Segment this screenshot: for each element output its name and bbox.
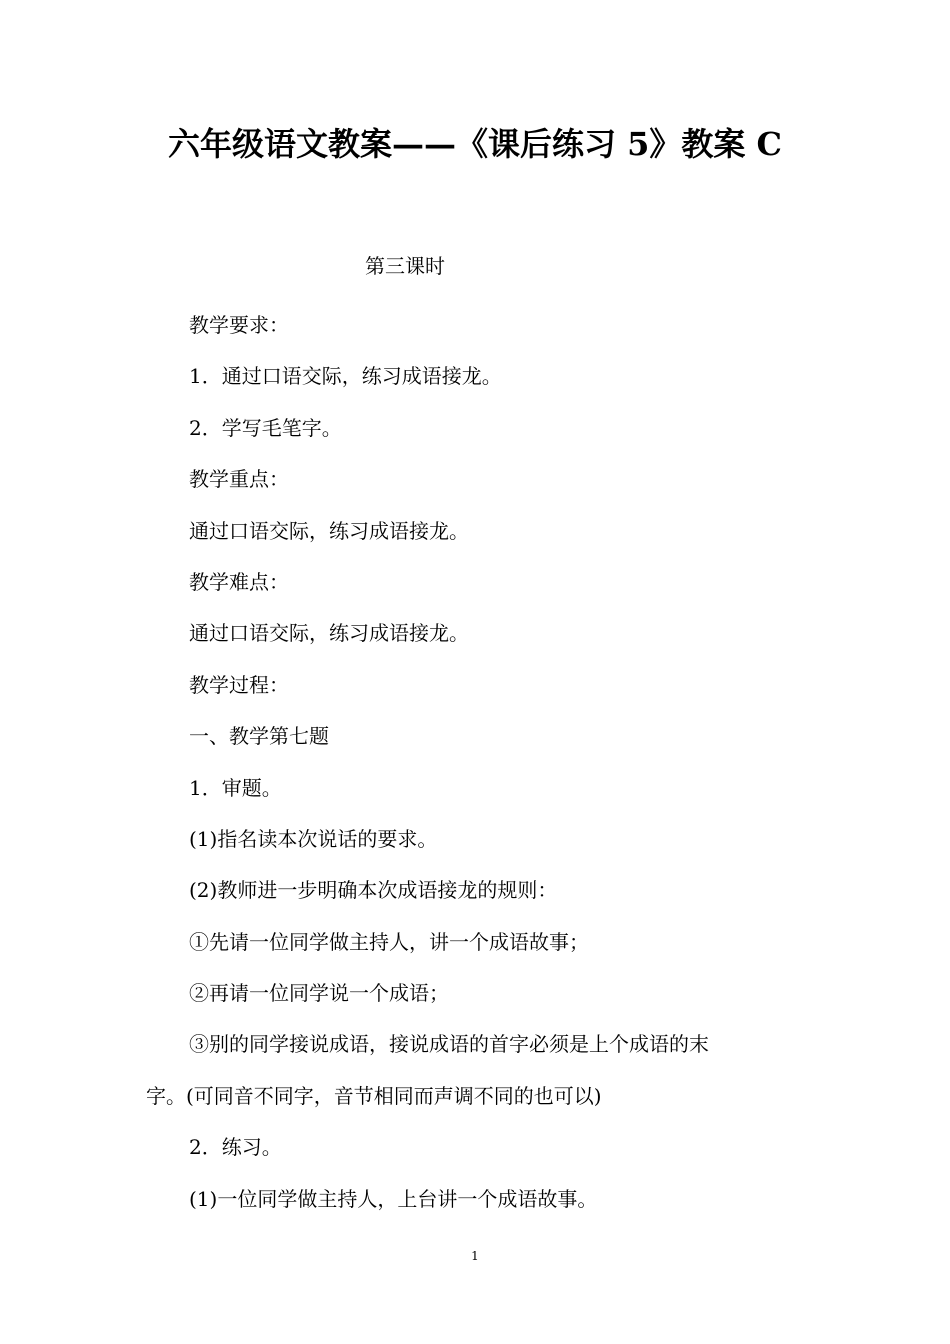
- rule-item: ③别的同学接说成语，接说成语的首字必须是上个成语的末: [189, 1032, 709, 1057]
- section-heading-requirements: 教学要求：: [189, 313, 289, 337]
- requirement-item: 1．通过口语交际，练习成语接龙。: [189, 364, 502, 389]
- process-step: 1．审题。: [189, 775, 282, 800]
- rule-item-continuation: 字。(可同音不同字，音节相同而声调不同的也可以): [146, 1083, 602, 1108]
- document-body: [146, 300, 806, 1225]
- process-substep: (1)指名读本次说话的要求。: [189, 826, 438, 851]
- rule-item: ②再请一位同学说一个成语；: [189, 981, 449, 1006]
- process-substep: (1)一位同学做主持人，上台讲一个成语故事。: [189, 1186, 598, 1211]
- section-heading-key-points: 教学重点：: [189, 467, 289, 492]
- section-heading-process: 教学过程：: [189, 672, 289, 697]
- rule-item: ①先请一位同学做主持人，讲一个成语故事；: [189, 929, 589, 954]
- process-step: 2．练习。: [189, 1135, 282, 1160]
- section-heading-difficulties: 教学难点：: [189, 569, 289, 594]
- document-title: 六年级语文教案——《课后练习 5》教案 C: [167, 125, 783, 163]
- page-number: 1: [471, 1249, 479, 1263]
- difficulty-text: 通过口语交际，练习成语接龙。: [189, 621, 469, 646]
- lesson-period-heading: 第三课时: [365, 254, 445, 278]
- key-point-text: 通过口语交际，练习成语接龙。: [189, 518, 469, 543]
- process-part-heading: 一、教学第七题: [189, 724, 329, 749]
- requirement-item: 2．学写毛笔字。: [189, 415, 342, 440]
- process-substep: (2)教师进一步明确本次成语接龙的规则：: [189, 878, 558, 903]
